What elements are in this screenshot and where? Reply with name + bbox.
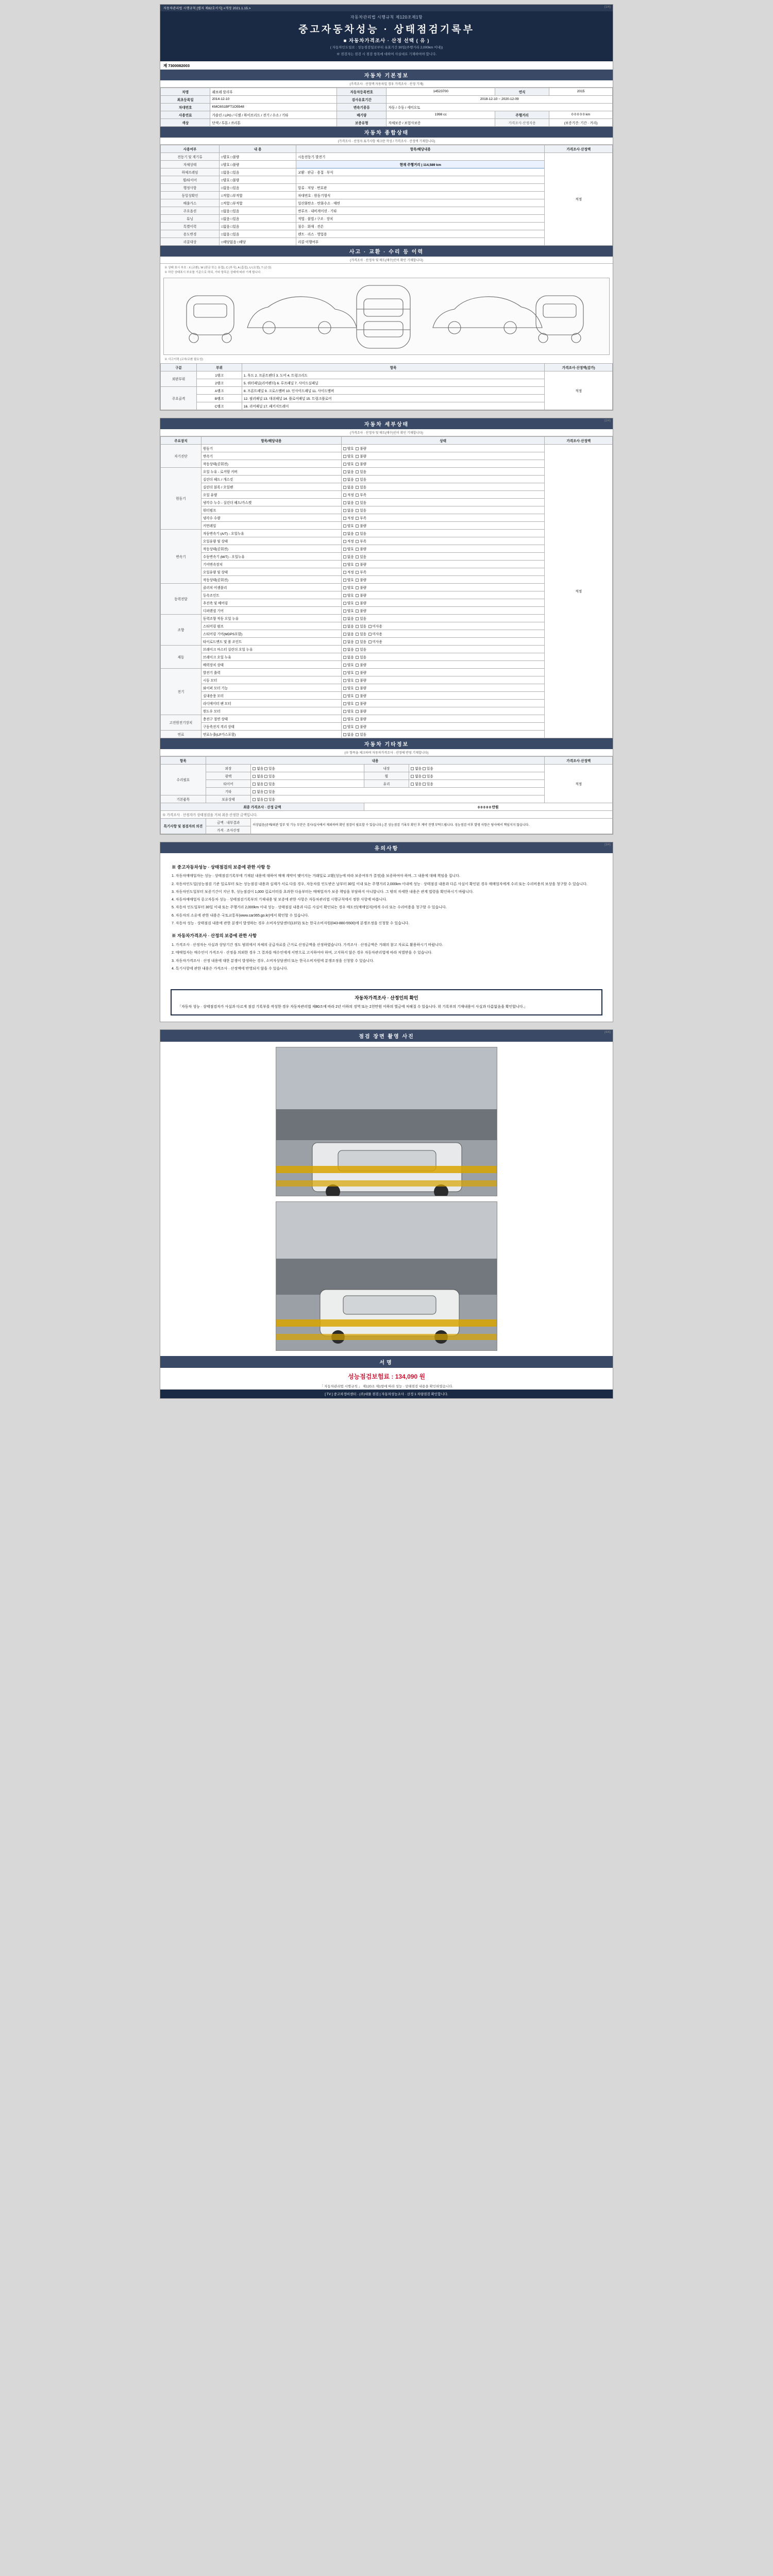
detail-item-label: 발전기 출력 xyxy=(201,668,341,676)
detail-item-label: 와이퍼 모터 기능 xyxy=(201,684,341,691)
overall-head-0: 사용여부 xyxy=(161,145,220,152)
value-name: 쉐보레 말리부 xyxy=(210,88,337,95)
accident-items[interactable]: 5. 쿼터패널(리어펜더) 6. 루프패널 7. 사이드실패널 xyxy=(242,379,545,386)
accident-group: 주요골격 xyxy=(161,386,197,410)
notice-item: 6. 자동차의 소유에 관한 내용은 국토교통부(www.car365.go.kr)에서 확인할 수 있습니다. xyxy=(172,913,309,918)
detail-item-label: 실내송풍 모터 xyxy=(201,691,341,699)
overall-row-items[interactable]: □없음 □있음 xyxy=(220,222,296,230)
detail-head-0: 주요장치 xyxy=(161,436,201,444)
detail-item-options[interactable]: 없음 있음 xyxy=(341,730,545,738)
sheet-4-photos xyxy=(160,1029,613,1399)
document-number: 제 7300082003 xyxy=(163,63,190,68)
accident-legend-2: ※ 하단 상태표시 부호를 기준으로 하되, 기타 항목은 상태에 따라 기재 합니다. xyxy=(164,270,261,274)
etc-item: 기타 xyxy=(206,787,251,795)
detail-item-label: 구동축전지 격리 상태 xyxy=(201,722,341,730)
detail-item-options[interactable]: 양호 불량 xyxy=(341,521,545,529)
overall-row-items[interactable]: □해당없음 □해당 xyxy=(220,238,296,245)
notice-sub-item: 3. 자동차가격조사 · 산정 내용에 대한 분쟁이 발생하는 경우, 소비자상담센터 또는 한국소비자원에 분쟁조정을 신청할 수 있습니다. xyxy=(172,959,374,963)
etc-item2: 유리 xyxy=(364,779,409,787)
section-basic-subtitle: (가격조사 · 산정액 자동차일 경우 가격조사 · 산정 기재) xyxy=(160,80,613,88)
detail-item-options[interactable]: 없음 있음 미사용 xyxy=(341,637,545,645)
etc-head-2: 가격조사·산정액 xyxy=(545,756,613,764)
detail-item-options[interactable]: 양호 불량 xyxy=(341,676,545,684)
detail-item-label: 충전구 절연 상태 xyxy=(201,715,341,722)
detail-item-options[interactable]: 없음 있음 xyxy=(341,467,545,475)
value-fuel: 가솔린 / LPG / 디젤 / 하이브리드 / 전기 / 수소 / 기타 xyxy=(210,111,337,118)
detail-group-label: 전기 xyxy=(161,668,201,715)
etc-opts[interactable]: 없음 있음 xyxy=(251,772,364,779)
accident-price: 적정 xyxy=(545,371,613,410)
form-law-strip: 자동차관리법 시행규칙 [별지 제82호서식] <개정 2021.1.15.> xyxy=(160,5,613,11)
notice-item: 1. 자동차매매업자는 성능 · 상태점검기록부에 기재된 내용에 대하여 매매 계약이 맺어지는 거래일로 교환(성능에 따라 보증여부가 결정)을 보증하여야 하며, 그 내용에 대해 책임을 집니다. xyxy=(172,874,460,878)
sheet-tag: (4/4) xyxy=(604,1031,611,1035)
detail-item-label: 시동 모터 xyxy=(201,676,341,684)
label-regno: 자동차등록번호 xyxy=(337,88,386,95)
etc-opts[interactable]: 없음 있음 xyxy=(251,779,364,787)
accident-frame-note: ※ 사고이력 (교차/교환 필요성) xyxy=(164,358,203,361)
label-fuel: 사용연료 xyxy=(161,111,210,118)
section-accident-subtitle: (가격조사 · 산정자 및 매도(매수)인이 확인 기재합니다) xyxy=(160,257,613,264)
detail-group-label: 고전원전기장치 xyxy=(161,715,201,730)
overall-row-name: 용도변경 xyxy=(161,230,220,238)
value-inspect: 2018-12-10 ~ 2020-12-09 xyxy=(386,95,613,103)
detail-group-label: 조향 xyxy=(161,614,201,645)
etc-row-label: 수리필요 xyxy=(161,764,206,795)
etc-opts[interactable]: 없음 있음 xyxy=(251,787,545,795)
section-detail-title: 자동차 세부상태 xyxy=(160,418,613,429)
detail-item-label: 브레이크 마스터 실린더 오일 누유 xyxy=(201,645,341,653)
overall-row-detail: 일산화탄소 · 탄화수소 · 매연 xyxy=(296,199,545,207)
accident-items[interactable]: 12. 필러패널 13. 대쉬패널 14. 플로어패널 15. 트렁크플로어 xyxy=(242,394,545,402)
detail-item-options[interactable]: 적정 부족 xyxy=(341,568,545,575)
label-color: 색상 xyxy=(161,118,210,126)
accident-head-3: 가격조사·산정액(감가) xyxy=(545,363,613,371)
notice-item: 2. 자동차인도일(성능점검 기준 일로부터 또는 성능점검 내용과 실제가 서로 다를 경우, 자동차를 인도받은 날부터 30일 이내 또는 주행거리 2,000km 이내에 성능 · 상태점검 내용과 다른 사실이 확인된 경우 매매업자에게 수리 또는 수리비용의 보상을 청구할 수 있습니다. xyxy=(172,882,587,886)
detail-state-table xyxy=(160,436,613,738)
accident-level: A랭크 xyxy=(197,386,242,394)
detail-item-options[interactable]: 양호 불량 xyxy=(341,599,545,606)
detail-item-options[interactable]: 양호 불량 xyxy=(341,691,545,699)
overall-row-name: 리콜대상 xyxy=(161,238,220,245)
overall-row-detail xyxy=(296,176,545,183)
photo-section-title: 점검 장면 촬영 사진 xyxy=(160,1030,613,1042)
page-title: 중고자동차성능 · 상태점검기록부 xyxy=(298,24,475,35)
section-etc-subtitle: (※ 항목을 체크하며 자동차가격조사 · 산정에 반영 기재합니다) xyxy=(160,749,613,756)
notice-item: 7. 자동차 성능 · 상태점검 내용에 관한 분쟁이 발생하는 경우 소비자상담센터(1372) 또는 한국소비자원(043-880-5500)에 분쟁조정을 신청할 수 있습니다. xyxy=(172,921,410,925)
accident-legend-1: ※ 상태 표시 부호 : X (교환), W (판금 또는 용접), C (부식), A (흠집), U (요철), T (손상) xyxy=(164,266,272,269)
overall-row-detail: 침수 · 화재 · 전손 xyxy=(296,222,545,230)
label-name: 차명 xyxy=(161,88,210,95)
overall-row-detail: 시동전동기·발전기 xyxy=(296,152,545,160)
overall-row-detail: 리콜 이행여부 xyxy=(296,238,545,245)
memo-col2: 가격 · 조사산정 xyxy=(206,826,251,834)
detail-item-label: 오일유량 및 상태 xyxy=(201,568,341,575)
overall-row-items[interactable]: □양호 □불량 xyxy=(220,160,296,168)
detail-group-label: 원동기 xyxy=(161,467,201,529)
detail-item-options[interactable]: 양호 불량 xyxy=(341,583,545,591)
notice-item: 3. 자동차인도일부터 보증기간이 지난 후, 성능점검이 1,000 킬로미터를 초과한 다음부터는 매매업자가 보증 책임을 부담하지 아니합니다. 그 밖의 자세한 내용은 관계 법령을 확인하시기 바랍니다. xyxy=(172,890,474,894)
notice-sub-heading: ※ 자동차가격조사 · 산정의 보증에 관한 사항 xyxy=(172,933,257,939)
detail-item-label: 디퍼렌셜 기어 xyxy=(201,606,341,614)
document-header xyxy=(160,11,613,61)
overall-head-1: 내 용 xyxy=(220,145,296,152)
detail-item-label: 오일 누유 - 로커암 커버 xyxy=(201,467,341,475)
detail-item-options[interactable]: 없음 있음 xyxy=(341,529,545,537)
detail-item-options[interactable]: 양호 불량 xyxy=(341,715,545,722)
detail-item-options[interactable]: 양호 불량 xyxy=(341,444,545,452)
label-year: 연식 xyxy=(495,88,549,95)
detail-item-label: 수동변속기 (M/T) - 오일누유 xyxy=(201,552,341,560)
detail-item-label: 오일유량 및 상태 xyxy=(201,537,341,545)
detail-item-label: 작동상태(공회전) xyxy=(201,575,341,583)
signature-foot-2: [ TV ] 중고차정비센터 · (주)대물 점검 | 자동차성능조사 · 산정 1 차량점검 확인합니다. xyxy=(160,1389,613,1398)
detail-item-label: 윈도우 모터 xyxy=(201,707,341,715)
detail-group-label: 자기진단 xyxy=(161,444,201,467)
overall-state-table xyxy=(160,145,613,246)
detail-item-label: 스티어링 기어(MDPS포함) xyxy=(201,630,341,637)
overall-row-name: 휠/타이어 xyxy=(161,176,220,183)
detail-item-label: 커먼레일 xyxy=(201,521,341,529)
notice-body xyxy=(160,853,613,984)
detail-item-options[interactable]: 없음 있음 xyxy=(341,614,545,622)
detail-item-label: 실린더 헤드 / 개스킷 xyxy=(201,475,341,483)
sheet-tag: (3/4) xyxy=(604,843,611,846)
detail-item-options[interactable]: 없음 있음 xyxy=(341,498,545,506)
detail-item-options[interactable]: 양호 불량 xyxy=(341,560,545,568)
etc-item: 외장 xyxy=(206,764,251,772)
overall-row-detail: 차대번호 · 원동기형식 xyxy=(296,191,545,199)
etc-opts[interactable]: 없음 있음 xyxy=(251,795,545,803)
label-first-reg: 최초등록일 xyxy=(161,95,210,103)
detail-group-label: 변속기 xyxy=(161,529,201,583)
detail-item-label: 작동상태(공회전) xyxy=(201,460,341,467)
accident-level: 1랭크 xyxy=(197,371,242,379)
etc-item2: 내장 xyxy=(364,764,409,772)
notice-heading: ※ 중고자동차성능 · 상태점검의 보증에 관한 사항 등 xyxy=(172,864,271,870)
accident-items[interactable]: 16. 리어패널 17. 패키지트레이 xyxy=(242,402,545,410)
detail-item-options[interactable]: 양호 불량 xyxy=(341,591,545,599)
overall-price-cell: 적정 xyxy=(545,152,613,245)
memo-label: 특기사항 및 점검자의 의견 xyxy=(161,818,206,834)
detail-item-label: 동력조향 작동 오일 누유 xyxy=(201,614,341,622)
detail-item-label: 클러치 어셈블리 xyxy=(201,583,341,591)
detail-item-options[interactable]: 없음 있음 미사용 xyxy=(341,622,545,630)
header-subtitle: 자동차관리법 시행규칙 제120조제1항 xyxy=(350,15,423,20)
accident-level: C랭크 xyxy=(197,402,242,410)
etc-opts2[interactable]: 없음 있음 xyxy=(409,779,545,787)
label-trans: 변속기종류 xyxy=(337,103,386,111)
label-warranty: 보증유형 xyxy=(337,118,386,126)
detail-item-options[interactable]: 양호 불량 xyxy=(341,575,545,583)
notice-sub-item: 4. 특기사항에 관한 내용은 가격조사 · 산정액에 반영되지 않을 수 있습니다. xyxy=(172,967,288,971)
etc-head-0: 항목 xyxy=(161,756,206,764)
car-outline-icon xyxy=(175,278,598,354)
accident-parts-table xyxy=(160,363,613,410)
overall-row-name: 배출가스 xyxy=(161,199,220,207)
overall-row-name: 하체프레임 xyxy=(161,168,220,176)
detail-item-label: 작동상태(공회전) xyxy=(201,545,341,552)
value-vin: KMC6S1BFT1O5548 xyxy=(210,103,337,111)
detail-item-options[interactable]: 없음 있음 미사용 xyxy=(341,630,545,637)
label-vin: 차대번호 xyxy=(161,103,210,111)
overall-row-items[interactable]: □양호 □불량 xyxy=(220,152,296,160)
detail-item-options[interactable]: 양호 불량 xyxy=(341,699,545,707)
value-trans: 자동 / 수동 / 세미오토 xyxy=(386,103,613,111)
detail-item-options[interactable]: 양호 불량 xyxy=(341,707,545,715)
accident-level: B랭크 xyxy=(197,394,242,402)
signature-foot-1: 「 자동차관리법 시행규칙 」 제120조 제1항에 따라 성능 · 상태점검 내용을 확인하였습니다. xyxy=(320,1385,453,1389)
detail-item-label: 스티어링 펌프 xyxy=(201,622,341,630)
overall-head-3: 가격조사·산정액 xyxy=(545,145,613,152)
etc-opts[interactable]: 없음 있음 xyxy=(251,764,364,772)
detail-group-label: 제동 xyxy=(161,645,201,668)
overall-row-name: 특별이력 xyxy=(161,222,220,230)
detail-item-label: 원동기 xyxy=(201,444,341,452)
etc-item: 보유상태 xyxy=(206,795,251,803)
detail-item-options[interactable]: 없음 있음 xyxy=(341,645,545,653)
detail-item-options[interactable]: 양호 불량 xyxy=(341,660,545,668)
detail-item-label: 브레이크 오일 누유 xyxy=(201,653,341,660)
detail-group-label: 연료 xyxy=(161,730,201,738)
label-disp: 배기량 xyxy=(337,111,386,118)
value-color: 단색 / 투톤 / 쓰리톤 xyxy=(210,118,337,126)
overall-row-items[interactable]: □적합 □부적합 xyxy=(220,199,296,207)
overall-row-name: 전동기 및 계기류 xyxy=(161,152,220,160)
section-etc-title: 자동차 기타정보 xyxy=(160,738,613,749)
accident-items[interactable]: 1. 후드 2. 프론트펜더 3. 도어 4. 트렁크리드 xyxy=(242,371,545,379)
overall-row-items[interactable]: □적합 □부적합 xyxy=(220,191,296,199)
basic-info-table xyxy=(160,88,613,127)
final-price-value: 0 0 0 0 0 만원 xyxy=(364,803,612,810)
value-mileage: 0 0 0 0 0 km xyxy=(549,111,613,118)
declaration-title: 자동차가격조사 · 산정인의 확인 xyxy=(355,995,418,1001)
detail-head-2: 상태 xyxy=(341,436,545,444)
detail-item-label: 타이로드엔드 및 볼 조인트 xyxy=(201,637,341,645)
declaration-text: 「자동차 성능 · 상태점검자가 사실과 다르게 점검 기록부를 작성한 경우 자동차관리법 제80조에 따라 2년 이하의 징역 또는 2천만원 이하의 벌금에 처해질 수 있습니다. 위 기록부의 기재내용이 사실과 다름없음을 확인합니다.」 xyxy=(178,1005,528,1009)
photo-2-content-icon xyxy=(276,1202,497,1351)
detail-item-options[interactable]: 없음 있음 xyxy=(341,506,545,514)
value-year: 2015 xyxy=(549,88,613,95)
etc-table xyxy=(160,756,613,834)
overall-row-name: 동일성확인 xyxy=(161,191,220,199)
inspection-photo-2[interactable] xyxy=(276,1201,497,1351)
etc-item: 광택 xyxy=(206,772,251,779)
etc-item2: 휠 xyxy=(364,772,409,779)
overall-row-items[interactable]: □양호 □불량 xyxy=(220,176,296,183)
value-warranty: 자체보증 / 보험사보증 xyxy=(386,118,495,126)
car-diagram-pane xyxy=(160,276,613,356)
overall-row-detail: 적법 · 불법 / 구조 · 장치 xyxy=(296,214,545,222)
detail-group-label: 동력전달 xyxy=(161,583,201,614)
accident-group: 외판부위 xyxy=(161,371,197,386)
detail-item-options[interactable]: 없음 있음 xyxy=(341,475,545,483)
notice-title: 유의사항 xyxy=(160,842,613,853)
sheet-tag: (2/4) xyxy=(604,419,611,422)
label-inspect: 검사유효기간 xyxy=(337,95,386,103)
value-warranty-note: (보증기간: 기간 · 거리) xyxy=(549,118,613,126)
etc-price: 적정 xyxy=(545,764,613,803)
etc-head-1: 내용 xyxy=(206,756,545,764)
notice-sub-item: 2. 매매업자는 매수인이 가격조사 · 산정을 의뢰한 경우 그 결과를 매수인에게 서면으로 고지하여야 하며, 고지하지 않은 경우 자동차관리법에 따라 처벌받을 수 있습니다. xyxy=(172,951,432,955)
section-overall-subtitle: (가격조사 · 산정자 표기사항 체크란 작성 / 가격조사 · 산정액 기재합니다) xyxy=(160,138,613,145)
detail-item-label: 오일 유량 xyxy=(201,490,341,498)
overall-row-items[interactable]: □없음 □있음 xyxy=(220,183,296,191)
final-price-label: 최종 가격조사 · 산정 금액 xyxy=(161,803,364,810)
overall-row-name: 행정사항 xyxy=(161,183,220,191)
detail-head-3: 가격조사·산정액 xyxy=(545,436,613,444)
overall-row-detail: 렌트 · 리스 · 영업용 xyxy=(296,230,545,238)
detail-item-options[interactable]: 없음 있음 xyxy=(341,653,545,660)
etc-row-label: 기본품목 xyxy=(161,795,206,803)
sheet-2 xyxy=(160,418,613,835)
detail-item-label: 추진축 및 베어링 xyxy=(201,599,341,606)
signature-section-title: 서명 xyxy=(160,1356,613,1368)
value-disp: 1998 cc xyxy=(386,111,495,118)
header-note-1: ( 자동차인도일로 : 성능점검일로부터 유효기간 30일(주행거리 2,000km 이내)) xyxy=(330,46,443,49)
memo-col1: 금액 · 내부결과 xyxy=(206,818,251,826)
detail-price-cell: 적정 xyxy=(545,444,613,738)
overall-row-items[interactable]: □없음 □있음 xyxy=(220,214,296,222)
value-regno: 14523700 xyxy=(386,88,495,95)
label-mileage-note: 가격조사·산정자용 xyxy=(495,118,549,126)
detail-item-label: 자동변속기 (A/T) - 오일누유 xyxy=(201,529,341,537)
sheet-3-notice xyxy=(160,842,613,1023)
detail-item-options[interactable]: 적정 부족 xyxy=(341,537,545,545)
overall-row-items[interactable]: □없음 □있음 xyxy=(220,207,296,214)
inspection-photo-1[interactable] xyxy=(276,1047,497,1196)
detail-item-options[interactable]: 양호 불량 xyxy=(341,684,545,691)
sheet-tag: (1/4) xyxy=(604,6,611,9)
car-diagram[interactable] xyxy=(163,278,610,355)
detail-item-label: 연료누출(LP가스포함) xyxy=(201,730,341,738)
detail-item-options[interactable]: 적정 부족 xyxy=(341,490,545,498)
header-note-2: ※ 점검자는 점검 시 점검 항목에 대하여 사실대로 기재하여야 합니다. xyxy=(336,52,437,56)
detail-item-label: 라디에이터 팬 모터 xyxy=(201,699,341,707)
accident-head-1: 부위 xyxy=(197,363,242,371)
detail-head-1: 항목/해당내용 xyxy=(201,436,341,444)
accident-head-0: 구분 xyxy=(161,363,197,371)
overall-row-mileage-highlight: 현재 주행거리 | 114,589 km xyxy=(296,160,545,168)
etc-item: 타이어 xyxy=(206,779,251,787)
detail-item-label: 냉각수 누수 - 실린더 헤드/가스켓 xyxy=(201,498,341,506)
section-basic-title: 자동차 기본정보 xyxy=(160,70,613,80)
overall-row-name: 자체상태 xyxy=(161,160,220,168)
overall-row-name: 주요옵션 xyxy=(161,207,220,214)
overall-row-detail: 교환 · 판금 · 용접 · 부식 xyxy=(296,168,545,176)
detail-item-label: 등속조인트 xyxy=(201,591,341,599)
overall-row-items[interactable]: □없음 □있음 xyxy=(220,230,296,238)
detail-item-options[interactable]: 적정 부족 xyxy=(341,514,545,521)
notice-sub-item: 1. 가격조사 · 산정자는 사실과 상당기간 정도 범위에서 자체의 공급자료를 근거로 산정금액을 산정하였습니다. 가격조사 · 산정금액은 거래의 참고 자료로 활용하시기 바랍니다. xyxy=(172,943,443,947)
detail-item-label: 실린더 블록 / 오일팬 xyxy=(201,483,341,490)
notice-item: 5. 자동차 인도일부터 30일 이내 또는 주행거리 2,000km 이내 성능 · 상태점검 내용과 다른 사실이 확인되는 경우 매도인(매매업자)에게 수리 또는 수리비용을 청구할 수 있습니다. xyxy=(172,906,447,910)
etc-opts2[interactable]: 없음 있음 xyxy=(409,764,545,772)
etc-opts2[interactable]: 없음 있음 xyxy=(409,772,545,779)
section-accident-title: 사고 · 교환 · 수리 등 이력 xyxy=(160,246,613,257)
section-detail-subtitle: (가격조사 · 산정자 및 매도(매수)인이 확인 기재합니다) xyxy=(160,429,613,436)
detail-item-options[interactable]: 양호 불량 xyxy=(341,452,545,460)
notice-item: 4. 자동차매매업자 중고자동차 성능 · 상태점검기록부의 기재내용 및 보증에 관한 사항은 자동차관리법 시행규칙에서 정한 사항에 따릅니다. xyxy=(172,898,387,902)
overall-row-items[interactable]: □없음 □있음 xyxy=(220,168,296,176)
detail-item-options[interactable]: 없음 있음 xyxy=(341,552,545,560)
detail-item-options[interactable]: 양호 불량 xyxy=(341,722,545,730)
sheet-1 xyxy=(160,4,613,411)
detail-item-label: 배력장치 상태 xyxy=(201,660,341,668)
detail-item-options[interactable]: 양호 불량 xyxy=(341,460,545,467)
overall-head-2: 항목/해당내용 xyxy=(296,145,545,152)
overall-row-detail: 압류 · 저당 · 번호판 xyxy=(296,183,545,191)
declaration-box xyxy=(171,989,602,1015)
detail-item-options[interactable]: 양호 불량 xyxy=(341,668,545,676)
header-option-line: ■ 자동차가격조사 · 산정 선택 ( 유 ) xyxy=(343,38,430,44)
section-overall-title: 자동차 종합상태 xyxy=(160,127,613,138)
value-first-reg: 2014-12-10 xyxy=(210,95,337,103)
detail-item-label: 워터펌프 xyxy=(201,506,341,514)
overall-row-name: 튜닝 xyxy=(161,214,220,222)
detail-item-options[interactable]: 양호 불량 xyxy=(341,606,545,614)
final-price-note: ※ 가격조사 · 산정자가 상태점검을 거쳐 최종 산정한 금액입니다. xyxy=(161,810,613,818)
accident-level: 2랭크 xyxy=(197,379,242,386)
memo-text[interactable]: 이상없음(공매/외관 일부 및 기능 부분은 검사/실사에서 제외하며 확인 점검이 필요할 수 있습니다.) 본 성능점검 기록부 확인 후 계약 진행 부탁드립니다. 성능점검 이후 발생 사항은 당사에서 책임지지 않습니다. xyxy=(251,818,613,834)
overall-row-detail: 썬루프 · 내비게이션 · 기타 xyxy=(296,207,545,214)
detail-item-label: 냉각수 수량 xyxy=(201,514,341,521)
label-mileage: 주행거리 xyxy=(495,111,549,118)
detail-item-label: 기어변속장치 xyxy=(201,560,341,568)
detail-item-options[interactable]: 없음 있음 xyxy=(341,483,545,490)
photo-1-content-icon xyxy=(276,1047,497,1196)
accident-items[interactable]: 8. 프론트패널 9. 크로스멤버 10. 인사이드패널 11. 사이드멤버 xyxy=(242,386,545,394)
detail-item-label: 변속기 xyxy=(201,452,341,460)
detail-item-options[interactable]: 양호 불량 xyxy=(341,545,545,552)
accident-head-2: 항목 xyxy=(242,363,545,371)
inspection-fee: 성능점검보험료 : 134,090 원 xyxy=(347,1373,426,1381)
